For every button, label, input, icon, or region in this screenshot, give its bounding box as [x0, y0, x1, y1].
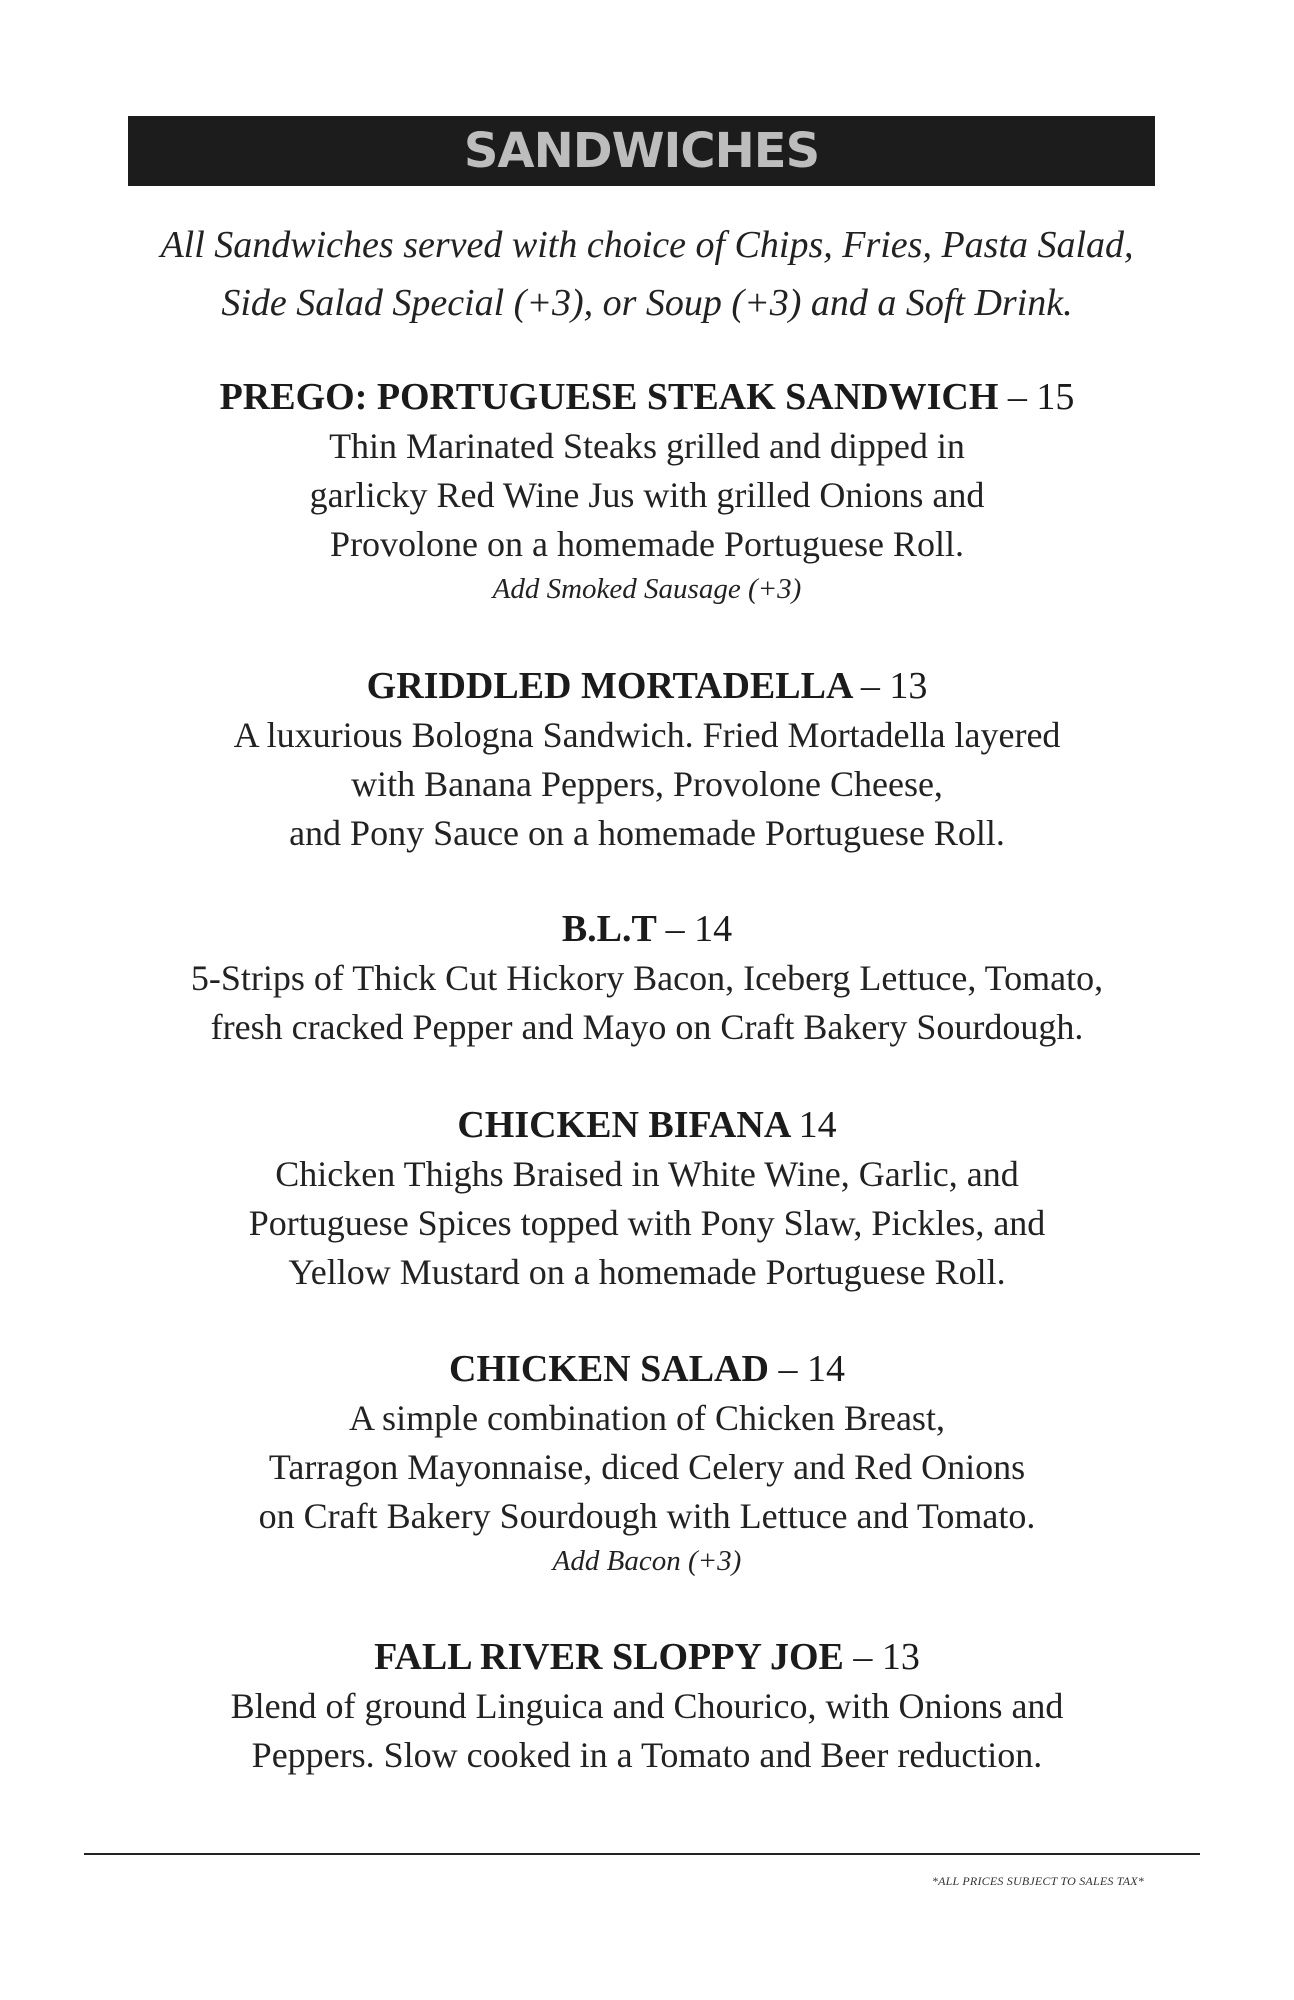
menu-item-title	[0, 1100, 1294, 1150]
menu-item-description-line: 5-Strips of Thick Cut Hickory Bacon, Iceberg Lettuce, Tomato,	[190, 958, 1104, 998]
menu-item-description-line: Portuguese Spices topped with Pony Slaw, Pickles, and	[248, 1203, 1046, 1243]
menu-item-name: FALL RIVER SLOPPY JOE	[374, 1636, 844, 1678]
menu-item-description-line: fresh cracked Pepper and Mayo on Craft Bakery Sourdough.	[210, 1007, 1084, 1047]
menu-item-title	[0, 1632, 1294, 1682]
menu-item-description-line: on Craft Bakery Sourdough with Lettuce and Tomato.	[258, 1496, 1036, 1536]
menu-item-description-line: Yellow Mustard on a homemade Portuguese Roll.	[288, 1252, 1006, 1292]
menu-item-description-line: Provolone on a homemade Portuguese Roll.	[330, 524, 964, 564]
menu-item-description-line: Thin Marinated Steaks grilled and dipped in	[329, 426, 965, 466]
menu-item-chicken-bifana	[0, 1100, 1294, 1297]
menu-item-price: – 14	[665, 908, 733, 950]
menu-item-chicken-salad	[0, 1344, 1294, 1581]
menu-item-price: – 15	[1007, 376, 1075, 418]
menu-item-name: B.L.T	[561, 908, 657, 950]
intro-line: All Sandwiches served with choice of Chips, Fries, Pasta Salad,	[160, 224, 1134, 266]
section-title: SANDWICHES	[463, 123, 820, 179]
intro-line: Side Salad Special (+3), or Soup (+3) and a Soft Drink.	[221, 282, 1073, 324]
intro-text	[0, 216, 1294, 332]
section-header-banner	[128, 116, 1155, 186]
menu-item-description-line: A simple combination of Chicken Breast,	[349, 1398, 945, 1438]
menu-item-description-line: Blend of ground Linguica and Chourico, with Onions and	[230, 1686, 1064, 1726]
menu-item-prego	[0, 372, 1294, 609]
menu-item-name: CHICKEN SALAD	[449, 1348, 769, 1390]
menu-item-description-line: Tarragon Mayonnaise, diced Celery and Red Onions	[268, 1447, 1026, 1487]
menu-item-name: PREGO: PORTUGUESE STEAK SANDWICH	[219, 376, 999, 418]
menu-item-description-line: Peppers. Slow cooked in a Tomato and Beer reduction.	[251, 1735, 1043, 1775]
menu-item-blt	[0, 904, 1294, 1052]
menu-item-name: CHICKEN BIFANA	[457, 1104, 790, 1146]
menu-item-addon: Add Bacon (+3)	[552, 1545, 742, 1577]
menu-item-description-line: Chicken Thighs Braised in White Wine, Garlic, and	[275, 1154, 1019, 1194]
menu-item-title	[0, 904, 1294, 954]
menu-item-title	[0, 1344, 1294, 1394]
menu-item-sloppy-joe	[0, 1632, 1294, 1780]
menu-item-title	[0, 372, 1294, 422]
menu-item-title	[0, 661, 1294, 711]
menu-item-addon: Add Smoked Sausage (+3)	[492, 573, 802, 605]
menu-item-description-line: A luxurious Bologna Sandwich. Fried Mortadella layered	[233, 715, 1061, 755]
menu-item-description-line: and Pony Sauce on a homemade Portuguese Roll.	[289, 813, 1005, 853]
menu-item-description-line: with Banana Peppers, Provolone Cheese,	[351, 764, 943, 804]
menu-item-price: – 13	[860, 665, 928, 707]
menu-item-name: GRIDDLED MORTADELLA	[366, 665, 852, 707]
menu-item-price: 14	[798, 1104, 837, 1146]
footer-divider	[84, 1853, 1200, 1855]
menu-item-price: – 13	[853, 1636, 920, 1678]
menu-item-mortadella	[0, 661, 1294, 858]
footer-note: *ALL PRICES SUBJECT TO SALES TAX*	[931, 1874, 1144, 1888]
menu-item-price: – 14	[778, 1348, 845, 1390]
menu-item-description-line: garlicky Red Wine Jus with grilled Onions and	[309, 475, 985, 515]
